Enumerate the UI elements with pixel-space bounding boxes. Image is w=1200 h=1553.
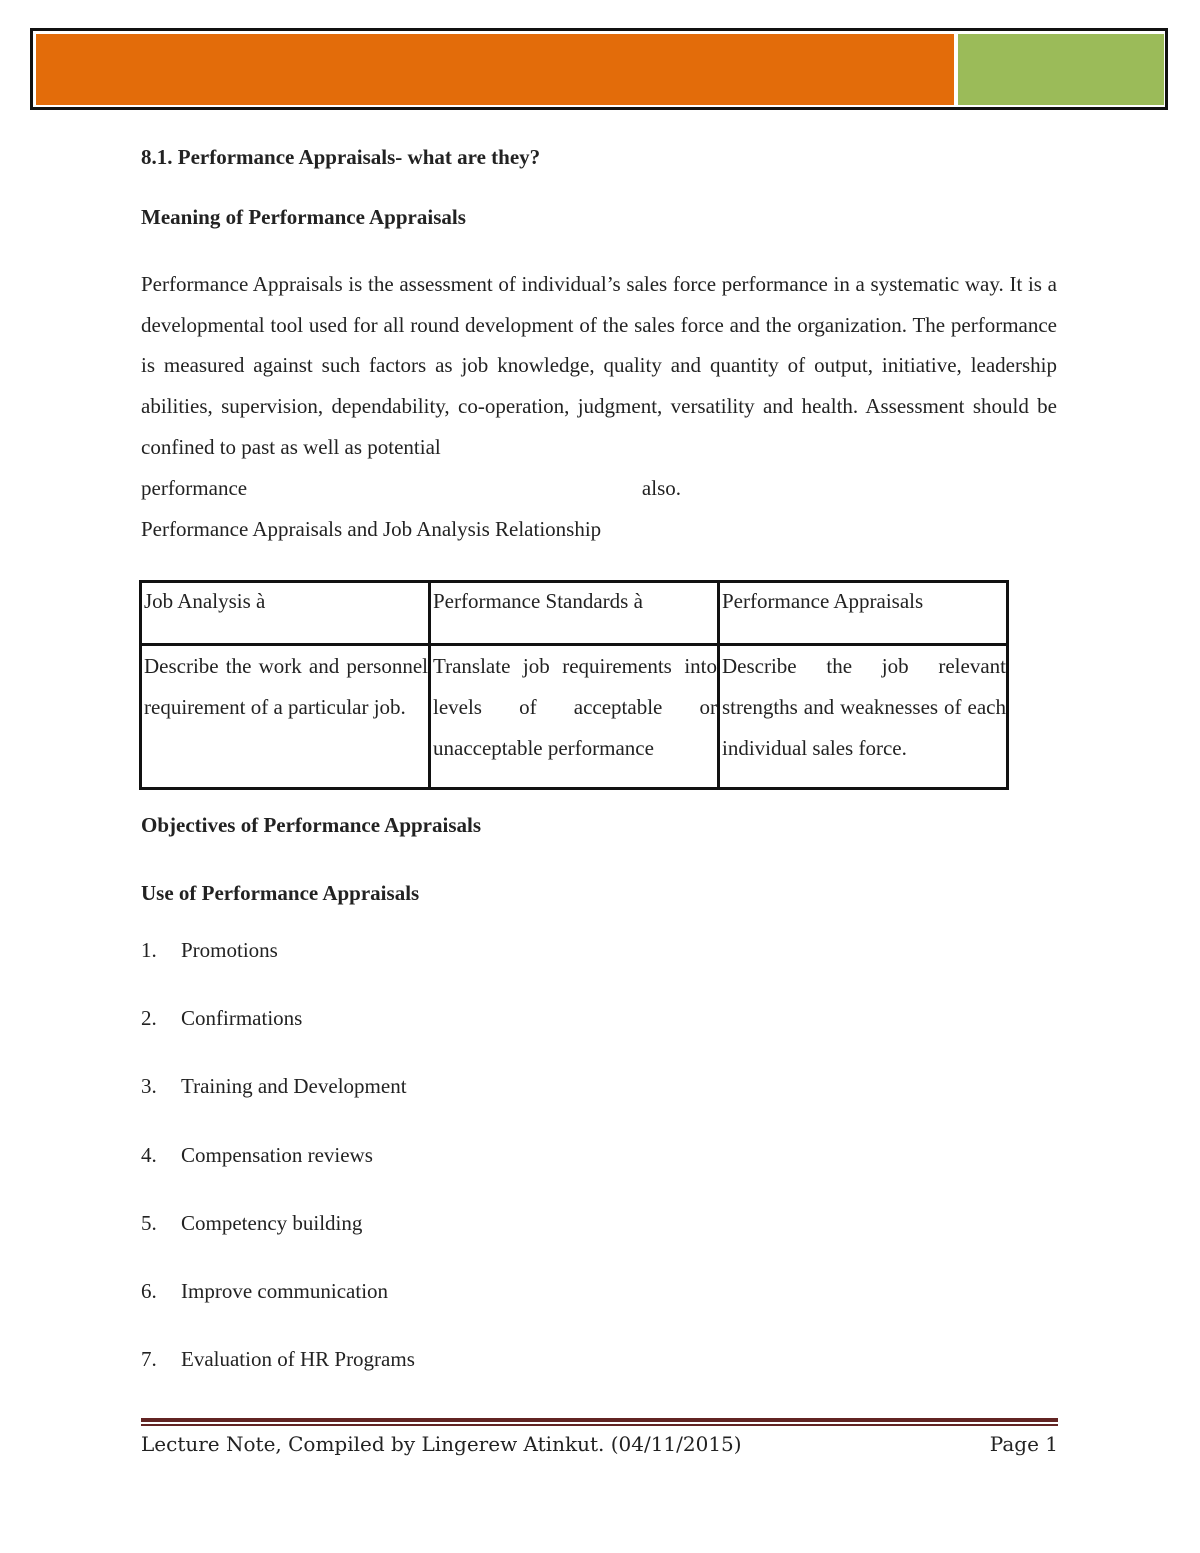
objectives-heading: Objectives of Performance Appraisals [141,813,482,837]
page-number: Page 1 [989,1432,1058,1456]
list-text: Promotions [181,938,278,962]
list-text: Improve communication [181,1278,389,1303]
meaning-paragraph-text: Performance Appraisals is the assessment of individual’s sales force performance in a systematic way. It is a developmental tool used for all round development of the sales force and the organization. The performance is measured against such factors as job knowledge, quality and quantity of output, initiative, leadership abilities, supervision, dependability, co-operation, judgment, versatility and health. Assessment should be confined to past as well as potential [141,272,1057,459]
list-item [141,1347,415,1415]
header-orange-bar [36,34,954,105]
paragraph-last-left: performance [141,475,248,500]
list-number: 3. [141,1074,157,1099]
list-number: 6. [141,1278,157,1303]
list-item [141,1143,415,1211]
relationship-table [139,580,1009,790]
list-item [141,938,415,1006]
footer-note: Lecture Note, Compiled by Lingerew Atinkut. (04/11/2015) [141,1432,742,1456]
list-number: 2. [141,1006,157,1031]
table-cell: Describe the job relevant strengths and weaknesses of each individual sales force. [722,654,1006,760]
header-green-bar [958,34,1164,105]
use-heading: Use of Performance Appraisals [141,881,420,905]
section-title: 8.1. Performance Appraisals- what are they? [141,145,541,169]
table-header-cell: Performance Standards à [430,582,719,645]
table-header-row [141,582,1008,645]
paragraph-last-line [141,468,681,509]
table-cell: Translate job requirements into levels of acceptable or unacceptable performance [430,645,719,789]
list-number: 5. [141,1210,157,1235]
list-item [141,1074,415,1142]
table-header-cell: Performance Appraisals [719,582,1008,645]
list-number: 4. [141,1142,157,1167]
footer-rule-thick [141,1418,1058,1422]
list-number: 7. [141,1347,157,1372]
relationship-label: Performance Appraisals and Job Analysis Relationship [141,517,602,541]
table-row [141,645,1008,789]
list-text: Competency building [181,1210,363,1235]
list-text: Training and Development [181,1074,407,1099]
list-text: Confirmations [181,1006,303,1031]
list-number: 1. [141,938,157,962]
paragraph-last-right: also. [641,475,681,500]
footer-rule-thin [141,1424,1058,1426]
table-cell: Describe the work and personnel requirement of a particular job. [141,645,430,789]
list-text: Compensation reviews [181,1142,373,1167]
list-text: Evaluation of HR Programs [181,1347,415,1372]
meaning-heading: Meaning of Performance Appraisals [141,205,466,229]
list-item [141,1211,415,1279]
table-header-cell: Job Analysis à [141,582,430,645]
uses-list [141,938,415,1415]
list-item [141,1006,415,1074]
meaning-paragraph [141,264,1057,508]
list-item [141,1279,415,1347]
